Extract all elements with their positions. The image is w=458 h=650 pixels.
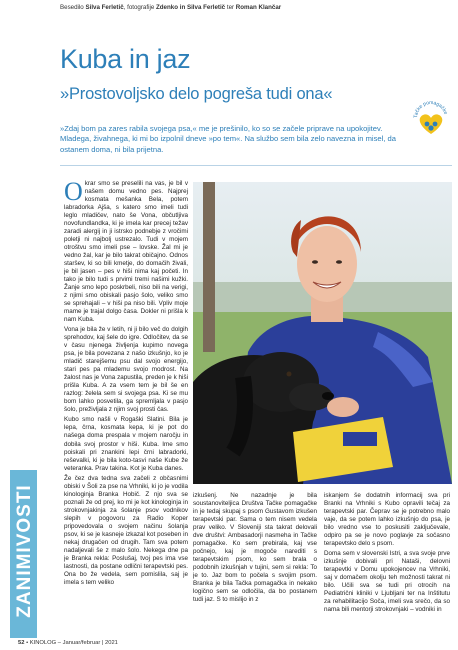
credits-photographer: Roman Klančar [235,4,282,11]
article-subtitle: »Prostovoljsko delo pogreša tudi ona« [60,85,333,103]
svg-text:Tačke pomagačke [413,100,449,118]
article-column-right [324,492,450,637]
paragraph-text: krar smo se preselili na vas, je bil v našem domu vedno pes. Najprej kosmata mešanka Bela, potem labradorka Ajša, s katero smo imeli tudi leglo mladičev, nato še Vona, občutljiva novofundlandka, ki je imela kar precej težav zaradi alergij in ji istrsko podnebje z vročimi poletji ni najbolj ustrezalo. Tudi v mojem otroštvu smo imeli pse – lovske. Žal mi je vedno žal, kar je bilo takrat običajno. Odnos staršev, ki so bili kmetje, do domačih živali, je bil jasen – pes v hiši nima kaj početi. In tako je bilo tudi s prvimi tremi našimi kužki. Žanje smo lepo poskrbeli, niso bili na verigi, z njimi smo obiskali pasjo šolo, veliko smo se sprehajali – v hiši pa niso bili. Vpliv moje mame je trajal dolgo časa. Dokler ni prišla k nam Kuba. [64,180,188,324]
article-column-middle [193,492,317,637]
credits-text: , fotografije [123,4,156,11]
issue-label: – Januar/februar | 2021 [56,640,118,646]
tacke-pomagacke-logo [411,96,451,136]
credits-text: ter [225,4,236,11]
divider [60,165,452,166]
magazine-name: KINOLOG [29,640,57,646]
credits-author: Silva Ferletič [85,4,124,11]
paw-heart-logo-icon [411,96,451,136]
page-footer [18,640,118,646]
article-paragraph: Kubo smo našli v Rogaški Slatini. Bila je lepa, črna, kosmata kepa, ki je pot do našega doma prespala v mojem naročju in dobila svoj prostor v hiši. Kuba. Ime smo poiskali pri znankini lepi črni labradorki, reševalki, ki je bila koto-tasvi naše Kube že veteranka. Prav takina. Kot je Kuba danes. [64,416,188,472]
article-paragraph: Doma sem v slovenski Istri, a sva svoje prve izkušnje dobivali pri Nataši, delovni terapevtki v Domu upokojencev na Vrhniki, saj v domačem okolju teh možnosti takrat ni bilo. Učili sva se tudi pri otrocih na Pediatrični kliniki v Ljubljani ter na Inštitutu za rehabilitacijo Soča, imeli sva srečo, da so nama bili mentorji strokovnjaki – vodniki in [324,550,450,614]
credits-photographers: Zdenko in Silva Ferletič [156,4,226,11]
section-tab [10,470,37,638]
footer-separator: • [24,640,30,646]
lead-paragraph: »Zdaj bom pa zares rabila svojega psa,« me je prešinilo, ko so se začele priprave na upokojitev. Mladega, živahnega, ki mi bo izpolnil dneve »po tem«. Na službo sem bila zelo navezna in misel, da ostanem doma, ni bila prijetna. [60,124,396,154]
credits-line [60,4,450,11]
article-title: Kuba in jaz [60,44,191,74]
page-number: 52 [18,640,25,646]
article-column-left [64,180,188,635]
logo-text: Tačke pomagačke [412,99,449,119]
credits-text: Besedilo [60,4,86,11]
article-paragraph: Vona je bila že v letih, ni ji bilo več do dolgih sprehodov, kaj šele do igre. Odločitev, da se v času njenega življenja kupimo novega psa, je bila povezana z našo izkušnjo, ko je mladič starejšemu psu dal svojo energijo, stari pes pa mlademu svojo modrost. Na žalost nas je Vona zapustila, preden je k hiši prišla Kuba. A za vsem tem je bil še en razlog: želela sem si svojega psa. Ki se mu bom lahko posvetila, ga spremljala v pasjo šolo, preživljala z njim svoj prosti čas. [64,326,188,414]
drop-cap: O [64,180,83,206]
section-tab-label: ZANIMIVOSTI [14,484,35,618]
article-paragraph: izkušenj. Ne nazadnje je bila soustanoviteljica Društva Tačke pomagačke in je tedaj skupaj s psom Gustavom izkušen terapevtski par. Sama o tem nisem vedela prav veliko. V Sloveniji sta takrat delovali dve društvi: Ambasadorji nasmeha in Tačke pomagačke. Ko sem prebirala, kaj vse počnejo, kaj je mogoče narediti s terapevtskim psom, ko sem brala o podobnih izkušnjah v tujini, sem si rekla: To je to. Jaz bom to počela s svojim psom. Branka je bila Tačka pomagačka in nekako logično sem se odločila, da bo postanem tudi jaz. S to mislijo in z [193,492,317,604]
article-paragraph [64,180,188,324]
article-paragraph: iskanjem še dodatnih informacij sva pri Branki na Vrhniki s Kubo opravili tečaj za terapevtski par. Čeprav se je potrebno malo vaje, da se potem lahko izkušnjo do psa, je bilo vredno vse to poskusiti zaključevale, odpiro pa se je novo poglavje za sočasno terapevtsko delo s psom. [324,492,450,548]
article-paragraph: Že čez dva tedna sva začeli z občasnimi obiski v Šoli za pse na Vrhniki, ki jo je vodila kinologinja Branka Hobič. Z njo sva se poznali že od prej, ko mi je kot kinologinja in strokovnjakinja za šolanje psov vodnikov slepih v pogovoru za Radio Koper pripovedovala o svojem načinu šolanja psov, ki se je kasneje izkazal kot poseben in nekaj drugačen od drugih. Tam sva potem nadaljevali še z malo šolo. Nekega dne pa je Branka rekla: Poslušaj, tvoj pes ima vse lastnosti, da postane odlični terapevtski pes. Ona bo že vedela, sem pomislila, saj je imela s tem veliko [64,474,188,586]
photo-woman-with-dog [193,182,452,484]
